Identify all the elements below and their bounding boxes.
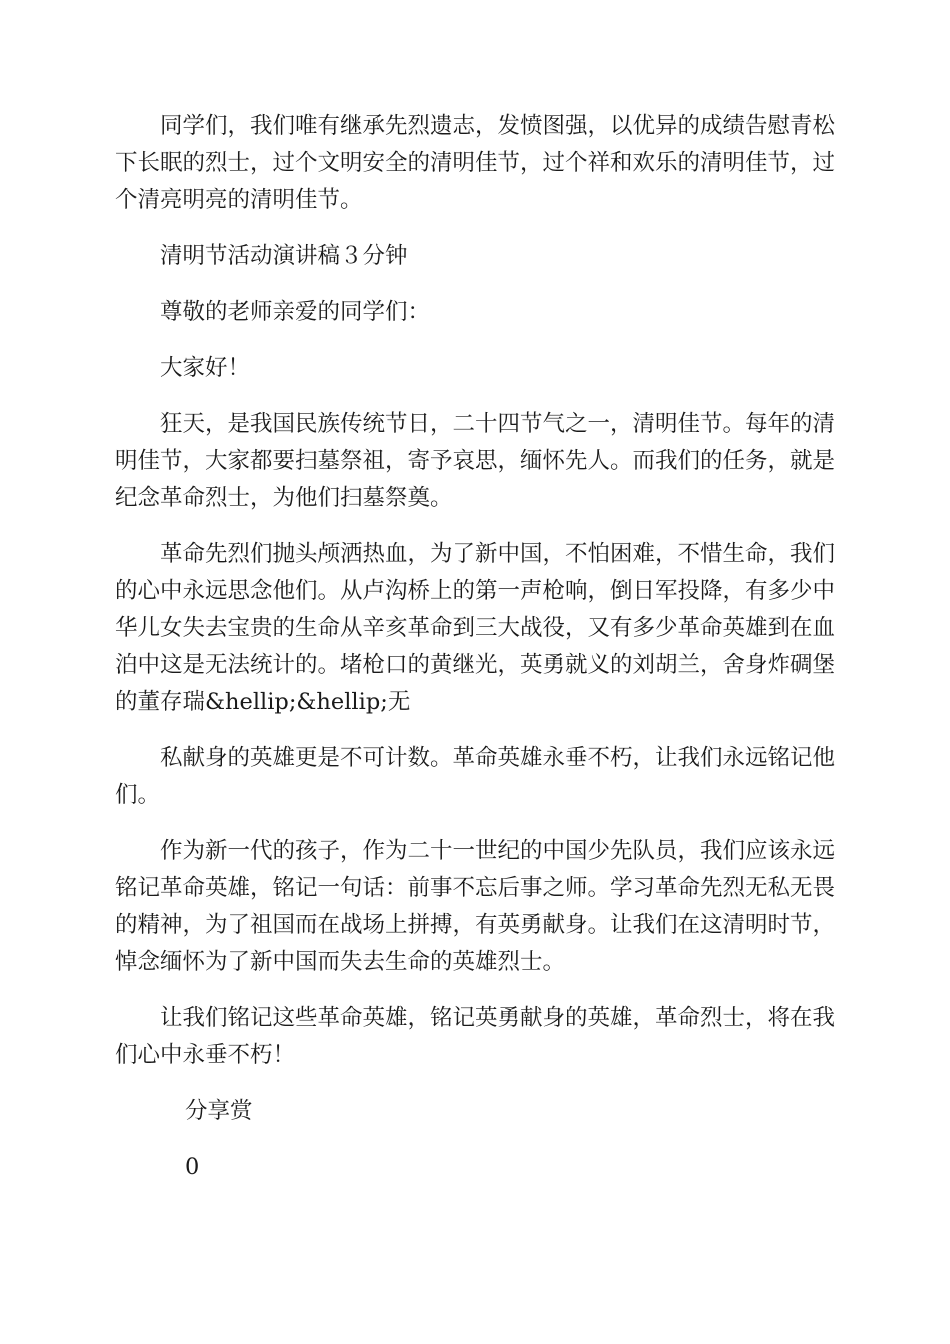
- paragraph-closing-remarks: 同学们，我们唯有继承先烈遗志，发愤图强，以优异的成绩告慰青松下长眠的烈士，过个文明安全的清明佳节，过个祥和欢乐的清明佳节，过个清亮明亮的清明佳节。: [115, 113, 836, 213]
- speech-title: 清明节活动演讲稿３分钟: [160, 243, 408, 269]
- paragraph-martyrs: 革命先烈们抛头颅洒热血，为了新中国，不怕困难，不惜生命，我们的心中永远思念他们。从卢沟桥上的第一声枪响，倒日军投降，有多少中华儿女失去宝贵的生命从辛亥革命到三大战役，又有多少革命英雄到在血泊中这是无法统计的。堵枪口的黄继光，英勇就义的刘胡兰，舍身炸碉堡的董存瑞&hellip;&hellip;无: [115, 541, 836, 715]
- share-count: 0: [185, 1154, 200, 1180]
- salutation: 尊敬的老师亲爱的同学们：: [160, 299, 431, 325]
- document-page: [115, 108, 835, 1186]
- paragraph-heroes-immortal: 私献身的英雄更是不可计数。革命英雄永垂不朽，让我们永远铭记他们。: [115, 745, 836, 808]
- share-reward-button[interactable]: 分享赏: [185, 1098, 253, 1124]
- paragraph-remember: 让我们铭记这些革命英雄，铭记英勇献身的英雄，革命烈士，将在我们心中永垂不朽！: [115, 1005, 836, 1068]
- greeting: 大家好！: [160, 355, 251, 381]
- paragraph-new-generation: 作为新一代的孩子，作为二十一世纪的中国少先队员，我们应该永远铭记革命英雄，铭记一句话：前事不忘后事之师。学习革命先烈无私无畏的精神，为了祖国而在战场上拼搏，有英勇献身。让我们在这清明时节，悼念缅怀为了新中国而失去生命的英雄烈士。: [115, 838, 836, 975]
- paragraph-qingming-intro: 狂天，是我国民族传统节日，二十四节气之一，清明佳节。每年的清明佳节，大家都要扫墓祭祖，寄予哀思，缅怀先人。而我们的任务，就是纪念革命烈士，为他们扫墓祭奠。: [115, 411, 836, 511]
